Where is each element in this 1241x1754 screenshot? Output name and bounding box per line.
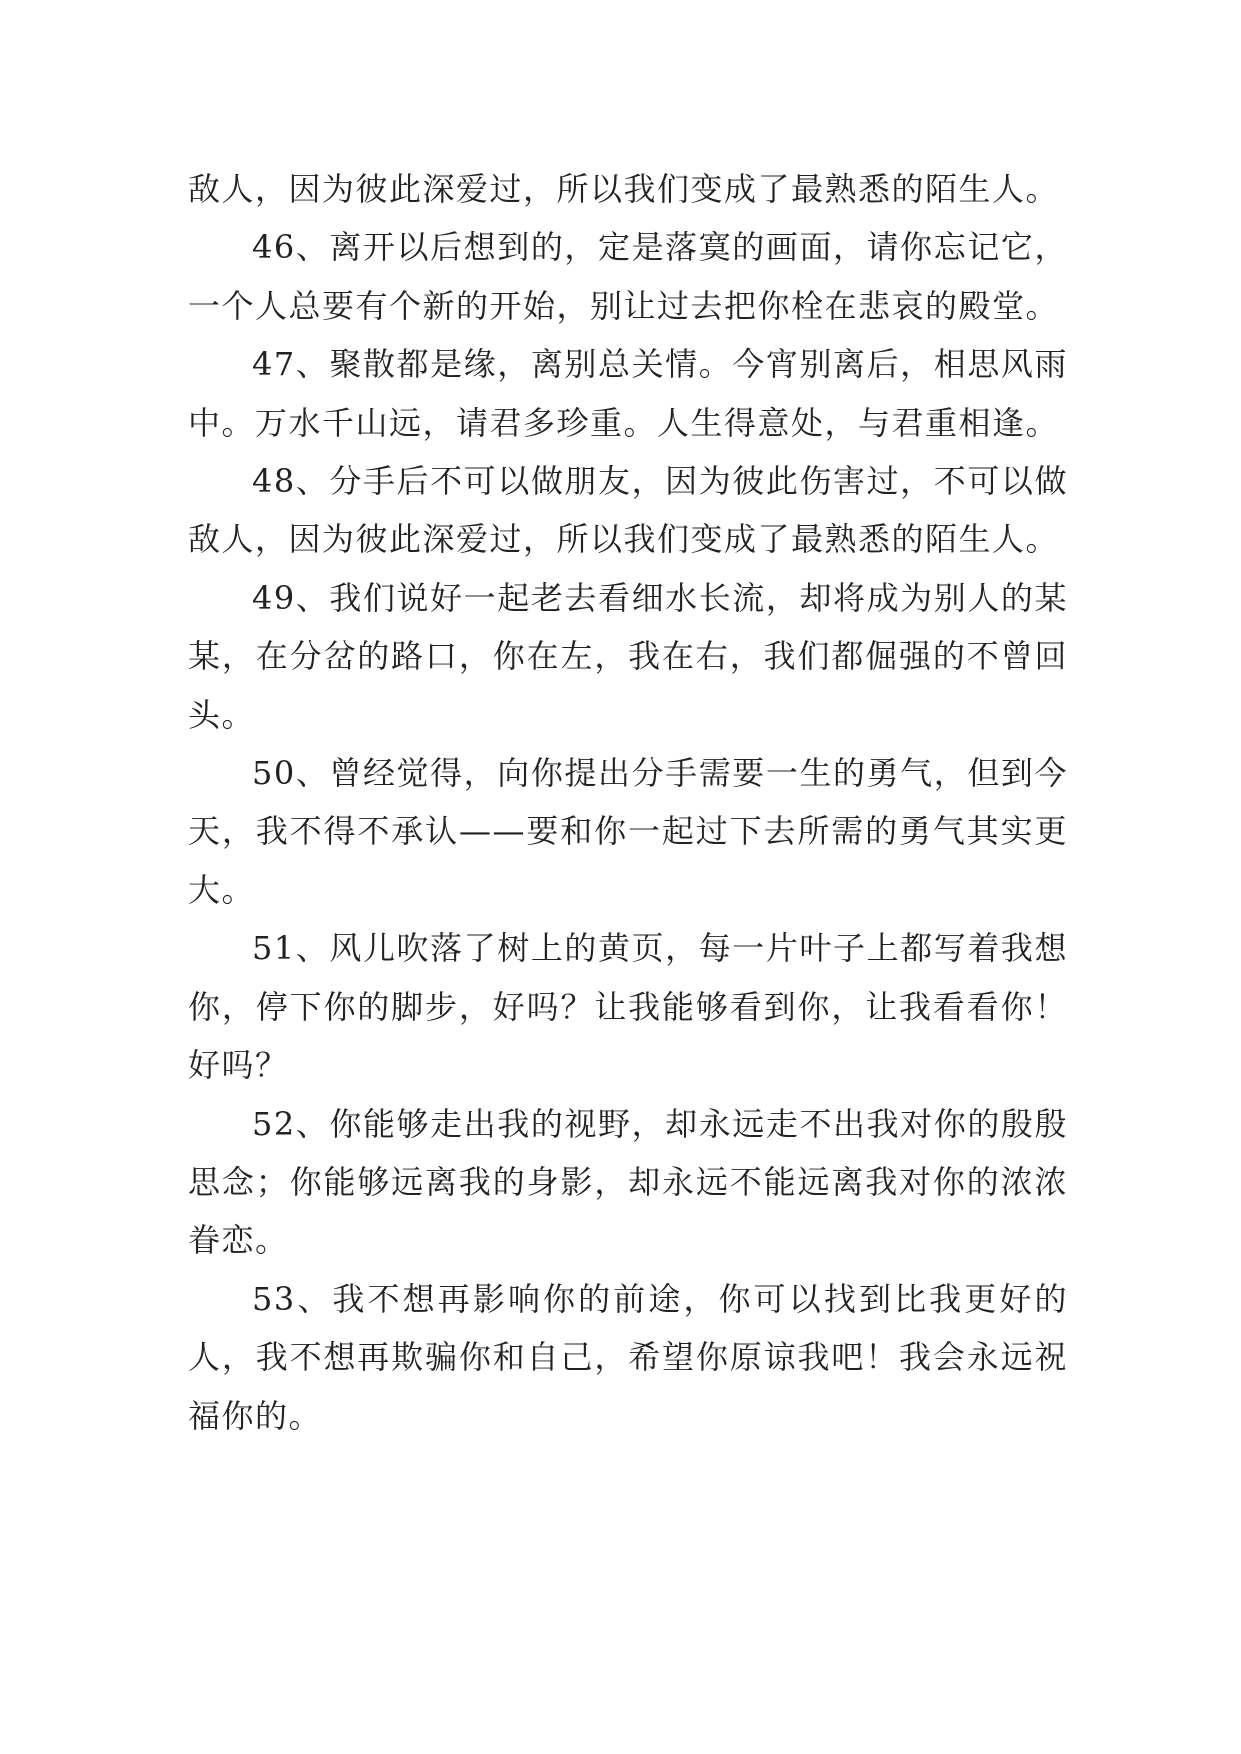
paragraph-53: 53、我不想再影响你的前途，你可以找到比我更好的人，我不想再欺骗你和自己，希望你原谅我吧！我会永远祝福你的。 <box>188 1279 1068 1435</box>
paragraph-51: 51、风儿吹落了树上的黄页，每一片叶子上都写着我想你，停下你的脚步，好吗？让我能够看到你，让我看看你！好吗？ <box>188 929 1068 1085</box>
paragraph-52: 52、你能够走出我的视野，却永远走不出我对你的殷殷思念；你能够远离我的身影，却永远不能远离我对你的浓浓眷恋。 <box>188 1104 1068 1260</box>
paragraph-49: 49、我们说好一起老去看细水长流，却将成为别人的某某，在分岔的路口，你在左，我在右，我们都倔强的不曾回头。 <box>188 578 1068 734</box>
paragraph-48: 48、分手后不可以做朋友，因为彼此伤害过，不可以做敌人，因为彼此深爱过，所以我们变成了最熟悉的陌生人。 <box>188 462 1068 559</box>
paragraph-continuation: 敌人，因为彼此深爱过，所以我们变成了最熟悉的陌生人。 <box>188 170 1060 208</box>
body-text <box>188 160 1068 1445</box>
paragraph-50: 50、曾经觉得，向你提出分手需要一生的勇气，但到今天，我不得不承认——要和你一起过下去所需的勇气其实更大。 <box>188 754 1068 909</box>
paragraph-47: 47、聚散都是缘，离别总关情。今宵别离后，相思风雨中。万水千山远，请君多珍重。人生得意处，与君重相逢。 <box>188 345 1068 442</box>
paragraph-46: 46、离开以后想到的，定是落寞的画面，请你忘记它，一个人总要有个新的开始，别让过去把你栓在悲哀的殿堂。 <box>188 228 1068 325</box>
